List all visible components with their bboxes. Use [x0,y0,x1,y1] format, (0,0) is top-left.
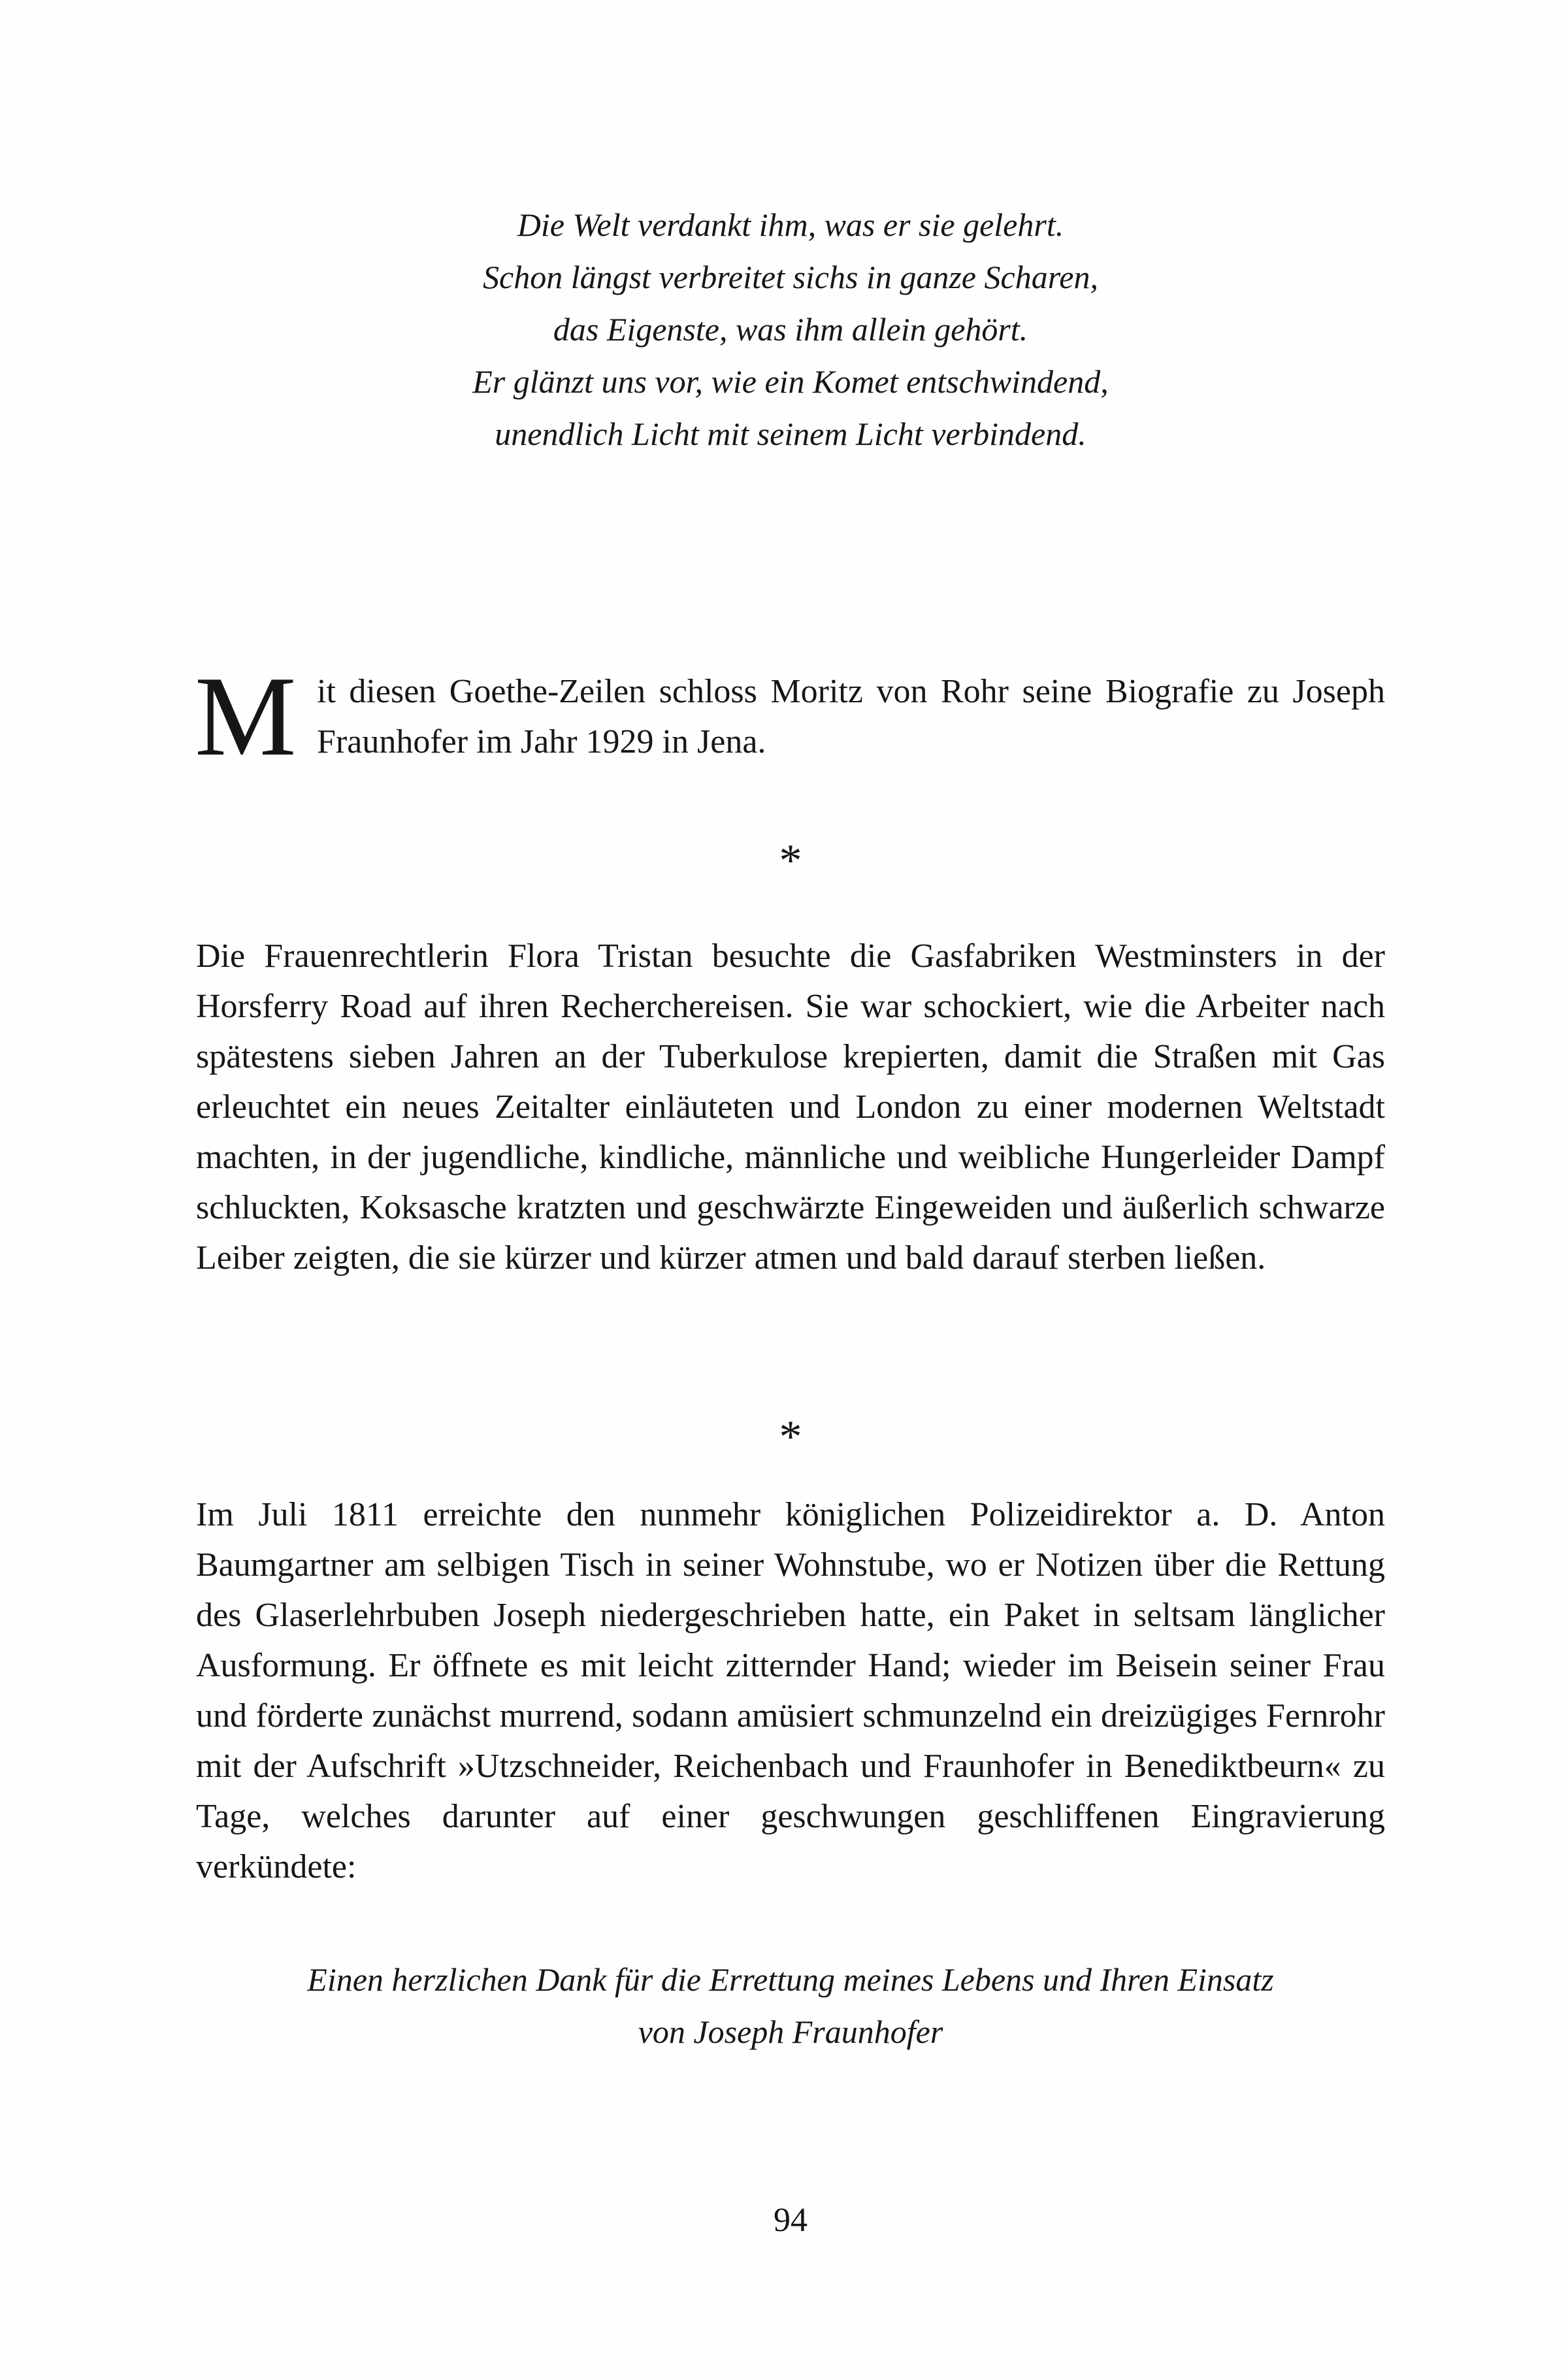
body-paragraph-flora-tristan: Die Frauenrechtlerin Flora Tristan besuchte die Gasfabriken Westminsters in der Horsferry Road auf ihren Recherchereisen. Sie war schockiert, wie die Arbeiter nach spätestens sieben Jahren an der Tuberkulose krepierten, damit die Straßen mit Gas erleuchtet ein neues Zeitalter einläuteten und London zu einer modernen Weltstadt machten, in der jugendliche, kindliche, männliche und weibliche Hungerleider Dampf schluckten, Koksasche kratzten und geschwärzte Eingeweiden und äußerlich schwarze Leiber zeigten, die sie kürzer und kürzer atmen und bald darauf sterben ließen. [196,937,1385,1277]
asterisk-section-break: * [779,836,802,886]
opening-paragraph: it diesen Goethe-Zeilen schloss Moritz von Rohr seine Biografie zu Joseph Fraunhofer im Jahr 1929 in Jena. [317,673,1385,760]
epigraph-line: Er glänzt uns vor, wie ein Komet entschwindend, [472,363,1109,400]
asterisk-section-break: * [779,1412,802,1462]
verse-epigraph [196,199,1385,460]
epigraph-line: Die Welt verdankt ihm, was er sie gelehrt. [517,206,1064,243]
epigraph-line: unendlich Licht mit seinem Licht verbindend. [495,415,1086,452]
dedication-line: von Joseph Fraunhofer [638,2013,943,2050]
epigraph-line: das Eigenste, was ihm allein gehört. [553,311,1028,348]
dedication-line: Einen herzlichen Dank für die Errettung meines Lebens und Ihren Einsatz [307,1961,1274,1998]
drop-cap-initial: M [195,653,297,779]
engraving-dedication [196,1953,1385,2058]
epigraph-line: Schon längst verbreitet sichs in ganze Scharen, [483,259,1098,295]
page-number: 94 [774,2202,808,2239]
body-paragraph-baumgartner: Im Juli 1811 erreichte den nunmehr königlichen Polizeidirektor a. D. Anton Baumgartner am selbigen Tisch in seiner Wohnstube, wo er Notizen über die Rettung des Glaserlehrbuben Joseph niedergeschrieben hatte, ein Paket in seltsam länglicher Ausformung. Er öffnete es mit leicht zitternder Hand; wieder im Beisein seiner Frau und förderte zunächst murrend, sodann amüsiert schmunzelnd ein dreizügiges Fernrohr mit der Aufschrift »Utzschneider, Reichenbach und Fraunhofer in Benediktbeurn« zu Tage, welches darunter auf einer geschwungen geschliffenen Eingravierung verkündete: [196,1496,1385,1885]
